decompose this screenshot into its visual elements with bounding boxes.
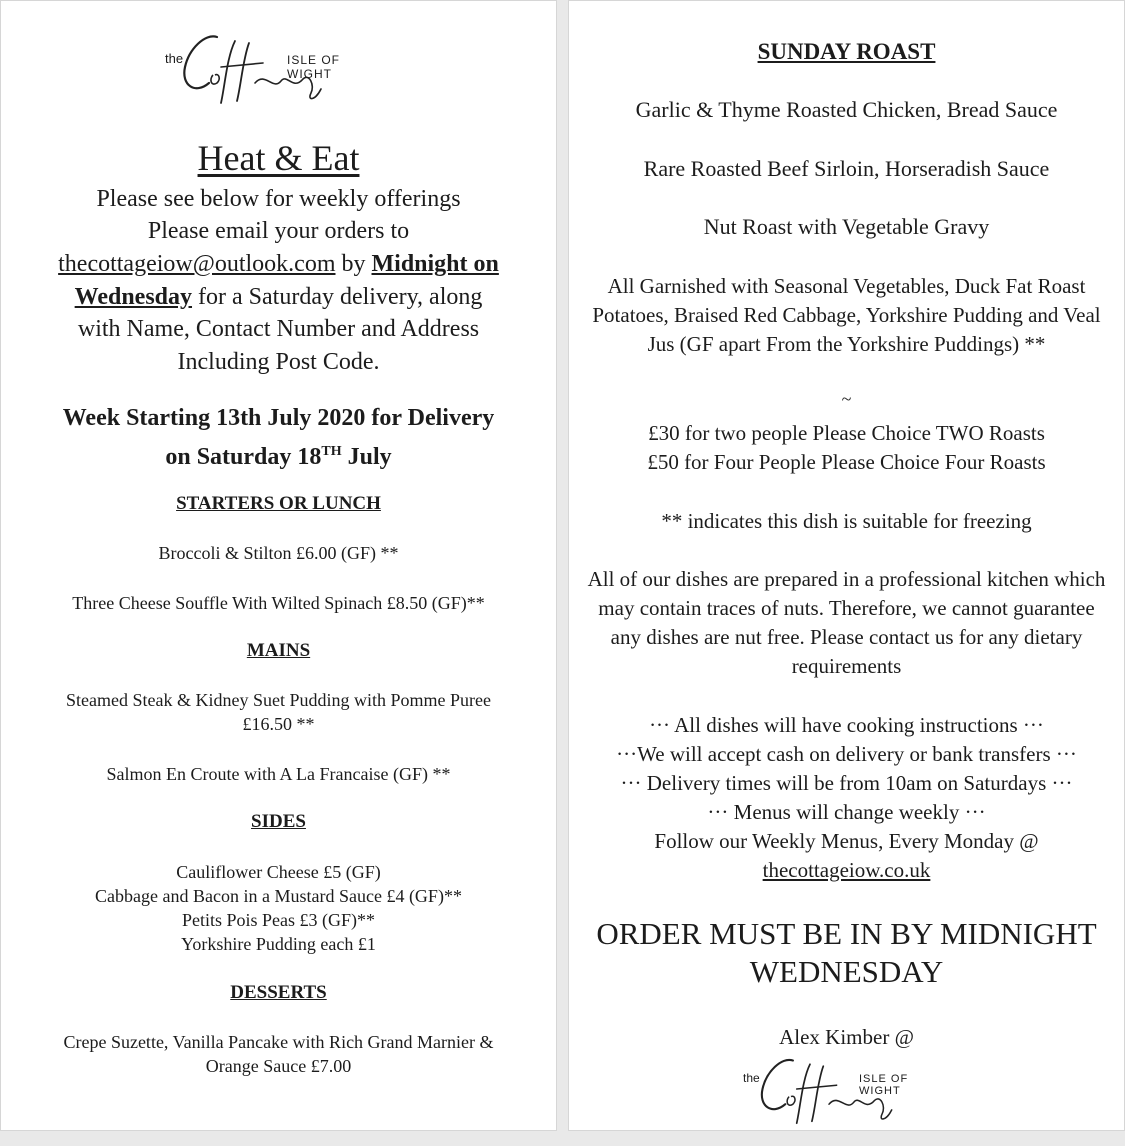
intro-by: by xyxy=(335,251,372,277)
week-line-2 xyxy=(1,435,556,474)
section-heading-mains: MAINS xyxy=(246,640,311,661)
cottage-logo xyxy=(165,27,385,107)
freezing-note: ** indicates this dish is suitable for freezing xyxy=(661,509,1032,533)
order-deadline-line: WEDNESDAY xyxy=(749,954,944,989)
roast-item: Nut Roast with Vegetable Gravy xyxy=(703,214,990,239)
website-link[interactable]: thecottageiow.co.uk xyxy=(762,858,931,882)
roast-item: Garlic & Thyme Roasted Chicken, Bread Sauce xyxy=(635,97,1058,122)
tilde-divider: ~ xyxy=(841,389,852,409)
menu-item-price: £16.50 ** xyxy=(242,714,315,734)
allergy-line: requirements xyxy=(791,654,902,678)
order-email-link[interactable]: thecottageiow@outlook.com xyxy=(58,251,336,277)
deadline-part-1: Midnight on xyxy=(371,251,499,277)
garnish-line: Potatoes, Braised Red Cabbage, Yorkshire Pudding and Veal xyxy=(592,303,1101,327)
menu-item-price: Orange Sauce £7.00 xyxy=(205,1056,352,1076)
logo-isle-of-wight: ISLE OF WIGHT xyxy=(287,53,341,81)
week-month: July xyxy=(341,444,392,470)
signature: Alex Kimber @ xyxy=(779,1025,914,1049)
page-title: Heat & Eat xyxy=(197,138,360,178)
intro-line-6: Including Post Code. xyxy=(177,349,380,375)
price-line: £30 for two people Please Choice TWO Roasts xyxy=(648,421,1045,445)
section-heading-sides: SIDES xyxy=(251,811,306,832)
menu-item: Broccoli & Stilton £6.00 (GF) ** xyxy=(158,543,399,563)
menu-item: Yorkshire Pudding each £1 xyxy=(181,934,376,954)
info-line: ···We will accept cash on delivery or bank transfers ··· xyxy=(616,742,1077,766)
sunday-roast-title: SUNDAY ROAST xyxy=(757,39,936,64)
menu-item: Petits Pois Peas £3 (GF)** xyxy=(181,910,376,930)
info-line: Follow our Weekly Menus, Every Monday @ xyxy=(654,829,1039,853)
menu-page-right xyxy=(568,0,1125,1131)
intro-line-4 xyxy=(1,281,556,314)
deadline-part-2: Wednesday xyxy=(74,284,193,310)
week-line-1: Week Starting 13th July 2020 for Delivery xyxy=(62,405,495,431)
menu-item: Cauliflower Cheese £5 (GF) xyxy=(176,862,381,882)
intro-line-1: Please see below for weekly offerings xyxy=(96,186,461,212)
menu-page-left xyxy=(0,0,557,1131)
menu-item: Steamed Steak & Kidney Suet Pudding with Pomme Puree xyxy=(66,690,491,710)
price-line: £50 for Four People Please Choice Four Roasts xyxy=(647,450,1046,474)
cottage-logo xyxy=(743,1051,953,1127)
week-date: on Saturday 18 xyxy=(165,444,322,470)
logo-isle-of-wight: ISLE OF WIGHT xyxy=(859,1073,909,1097)
week-date-suffix: TH xyxy=(321,444,342,459)
menu-item: Crepe Suzette, Vanilla Pancake with Rich Grand Marnier & xyxy=(63,1032,494,1052)
menu-item: Three Cheese Souffle With Wilted Spinach £8.50 (GF)** xyxy=(72,593,485,613)
menu-item: Cabbage and Bacon in a Mustard Sauce £4 (GF)** xyxy=(95,886,462,906)
logo-the: the xyxy=(743,1071,760,1085)
garnish-line: All Garnished with Seasonal Vegetables, Duck Fat Roast xyxy=(607,274,1086,298)
allergy-line: may contain traces of nuts. Therefore, we cannot guarantee xyxy=(598,596,1095,620)
garnish-line: Jus (GF apart From the Yorkshire Puddings) ** xyxy=(647,332,1046,356)
allergy-line: All of our dishes are prepared in a professional kitchen which xyxy=(587,567,1106,591)
intro-line-5: with Name, Contact Number and Address xyxy=(77,316,480,342)
logo-the: the xyxy=(165,51,184,66)
info-line: ··· Delivery times will be from 10am on Saturdays ··· xyxy=(620,771,1073,795)
intro-delivery: for a Saturday delivery, along xyxy=(192,284,483,310)
order-deadline-line: ORDER MUST BE IN BY MIDNIGHT xyxy=(596,916,1097,951)
info-line: ··· Menus will change weekly ··· xyxy=(707,800,986,824)
info-line: ··· All dishes will have cooking instructions ··· xyxy=(649,713,1044,737)
menu-item: Salmon En Croute with A La Francaise (GF) ** xyxy=(106,764,451,784)
intro-line-3 xyxy=(1,248,556,281)
section-heading-starters: STARTERS OR LUNCH xyxy=(176,493,381,514)
section-heading-desserts: DESSERTS xyxy=(230,982,327,1003)
allergy-line: any dishes are nut free. Please contact us for any dietary xyxy=(610,625,1083,649)
roast-item: Rare Roasted Beef Sirloin, Horseradish Sauce xyxy=(643,156,1050,181)
intro-line-2: Please email your orders to xyxy=(147,218,410,244)
